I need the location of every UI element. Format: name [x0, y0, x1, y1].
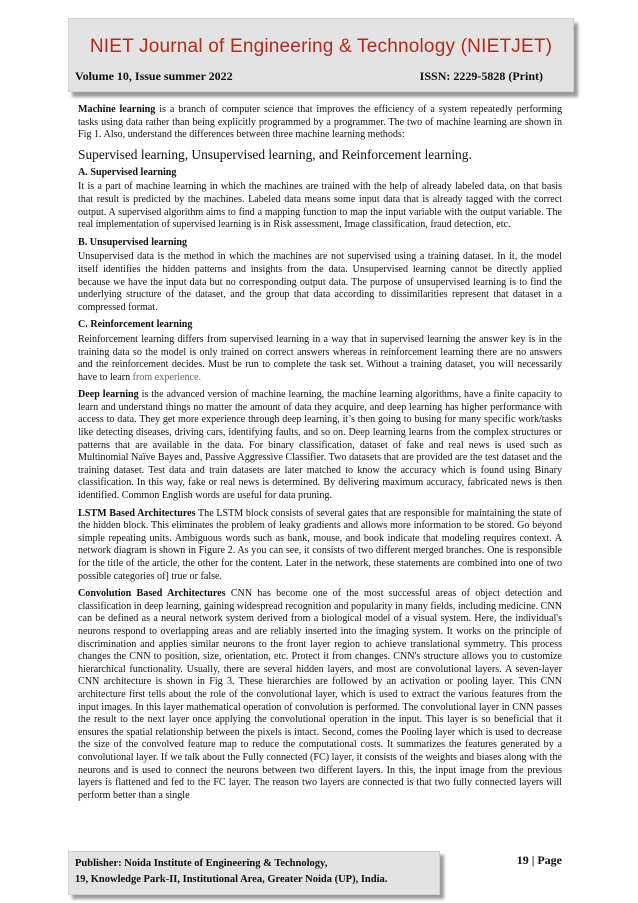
paragraph-cnn	[78, 588, 562, 802]
publisher-address: 19, Knowledge Park-II, Institutional Area, Greater Noida (UP), India.	[75, 874, 388, 885]
term-deep-learning: Deep learning	[78, 389, 139, 401]
section-heading-unsupervised: B. Unsupervised learning	[78, 236, 188, 248]
page-number: 19 | Page	[516, 853, 562, 867]
term-lstm: LSTM Based Architectures	[78, 507, 196, 519]
publisher-footer	[68, 851, 440, 895]
paragraph-unsupervised: Unsupervised data is the method in which the machines are not supervised using a training dataset. In it, the model itself identifies the hidden patterns and insights from the data. Unsupervised learning cannot be directly applied because we have the input data but no corresponding output data. The purpose of unsupervised learning is to find the underlying structure of the dataset, and the group that data according to dissimilarities represent that dataset in a compressed format.	[78, 251, 562, 313]
section-heading-supervised: A. Supervised learning	[78, 166, 177, 178]
term-machine-learning: Machine learning	[78, 104, 156, 115]
term-cnn: Convolution Based Architectures	[78, 588, 226, 600]
publisher-name: Publisher: Noida Institute of Engineering & Technology,	[75, 858, 328, 869]
paragraph-reinforcement	[78, 334, 562, 384]
paragraph-text: is a branch of computer science that improves the efficiency of a system repeatedly performing tasks using data rather than being explicitly programmed by a programmer. The two of machine learning are shown in Fig 1. Also, understand the differences between three machine learning methods:	[78, 104, 562, 141]
section-heading-reinforcement: C. Reinforcement learning	[78, 319, 193, 331]
issue-info: Volume 10, Issue summer 2022	[75, 69, 233, 83]
learning-types-line: Supervised learning, Unsupervised learning, and Reinforcement learning.	[78, 146, 472, 162]
journal-header	[68, 18, 574, 92]
paragraph-deep-learning	[78, 389, 562, 502]
paragraph-text: is the advanced version of machine learning, the machine learning algorithms, have a finite capacity to learn and understand things no matter the amount of data they acquire, and deep learning has higher performance with access to data. They get more experience through deep learning, it’s then going to busing for many specific work/tasks like detecting diseases, driving cars, identifying faults, and so on. Deep learning learns from the complex structures or patterns that are available in the data. For binary classification, dataset of fake and real news is used such as Multinomial Naïve Bayes and, Passive Aggressive Classifier. Two datasets that are provided are the test dataset and the training dataset. Test data and train datasets are later matched to know the accuracy which is found using Binary classification. In this way, fake or real news is determined. By delivering maximum accuracy, fabricated news is then identified. Common English words are useful for data pruning.	[78, 389, 562, 502]
paragraph-text: Reinforcement learning differs from supervised learning in a way that in supervised learning the answer key is in the training data so the model is only trained on correct answers whereas in reinforcement learning there are no answers and the reinforcement decides. Must be run to complete the task set. Without a training dataset, you will necessarily have to learn	[78, 333, 562, 383]
paragraph-text: CNN has become one of the most successful areas of object detection and classification in deep learning, gaining widespread recognition and popularity in many fields, including medicine. CNN can be defined as a neural network system derived from a biological model of a visual system. Here, the individual's neurons respond to overlapping areas and are reliably inserted into the imaging system. It works on the principle of discrimination and applies similar neurons to the front layer region to achieve translational symmetry. This process changes the CNN to position, size, orientation, etc. Protect it from changes. CNN's structure allows you to customize hierarchical functionality. Usually, there are several hidden layers, and most are convolutional layers. A seven-layer CNN architecture is shown in Fig 3. These hierarchies are followed by an activation or pooling layer. This CNN architecture first tells about the role of the convolutional layer, which is used to extract the various features from the input images. In this layer mathematical operation of convolution is performed. The convolutional layer in CNN passes the result to the next layer once applying the convolutional operation in the input. This layer is so beneficial that it ensures the spatial relationship between the pixels is intact. Second, comes the Pooling layer which is used to decrease the size of the convolved feature map to reduce the computational costs. It summarizes the features generated by a convolutional layer. If we talk about the Fully connected (FC) layer, it consists of the weights and biases along with the neurons and is used to connect the neurons between two different layers. In this, the input image from the previous layers is flattened and fed to the FC layer. The reason two layers are connected is that two fully connected layers will perform better than a single	[78, 588, 562, 801]
paragraph-lstm	[78, 508, 562, 584]
issn-info: ISSN: 2229-5828 (Print)	[419, 69, 543, 83]
journal-title: NIET Journal of Engineering & Technology (NIETJET)	[89, 36, 553, 57]
article-body	[78, 104, 562, 807]
paragraph-supervised: It is a part of machine learning in which the machines are trained with the help of already labeled data, on that basis that result is predicted by the machines. Labeled data means some input data that is already tagged with the correct output. A supervised algorithm aims to find a mapping function to map the input variable with the output variable. The real implementation of supervised learning is in Risk assessment, Image classification, fraud detection, etc.	[78, 181, 562, 231]
paragraph-tail: from experience.	[132, 371, 202, 383]
paragraph-machine-learning	[78, 104, 562, 142]
paragraph-text: The LSTM block consists of several gates that are responsible for maintaining the state of the hidden block. This eliminates the problem of leaky gradients and allows more information to be stored. Go beyond simple repeating units. Ambiguous words such as bank, mouse, and book indicate that modeling requires context. A network diagram is shown in Figure 2. As you can see, it consists of two different merged branches. One is responsible for the title of the article, the other for the content. Later in the network, these statements are combined into one of two possible categories of] true or false.	[78, 507, 562, 582]
